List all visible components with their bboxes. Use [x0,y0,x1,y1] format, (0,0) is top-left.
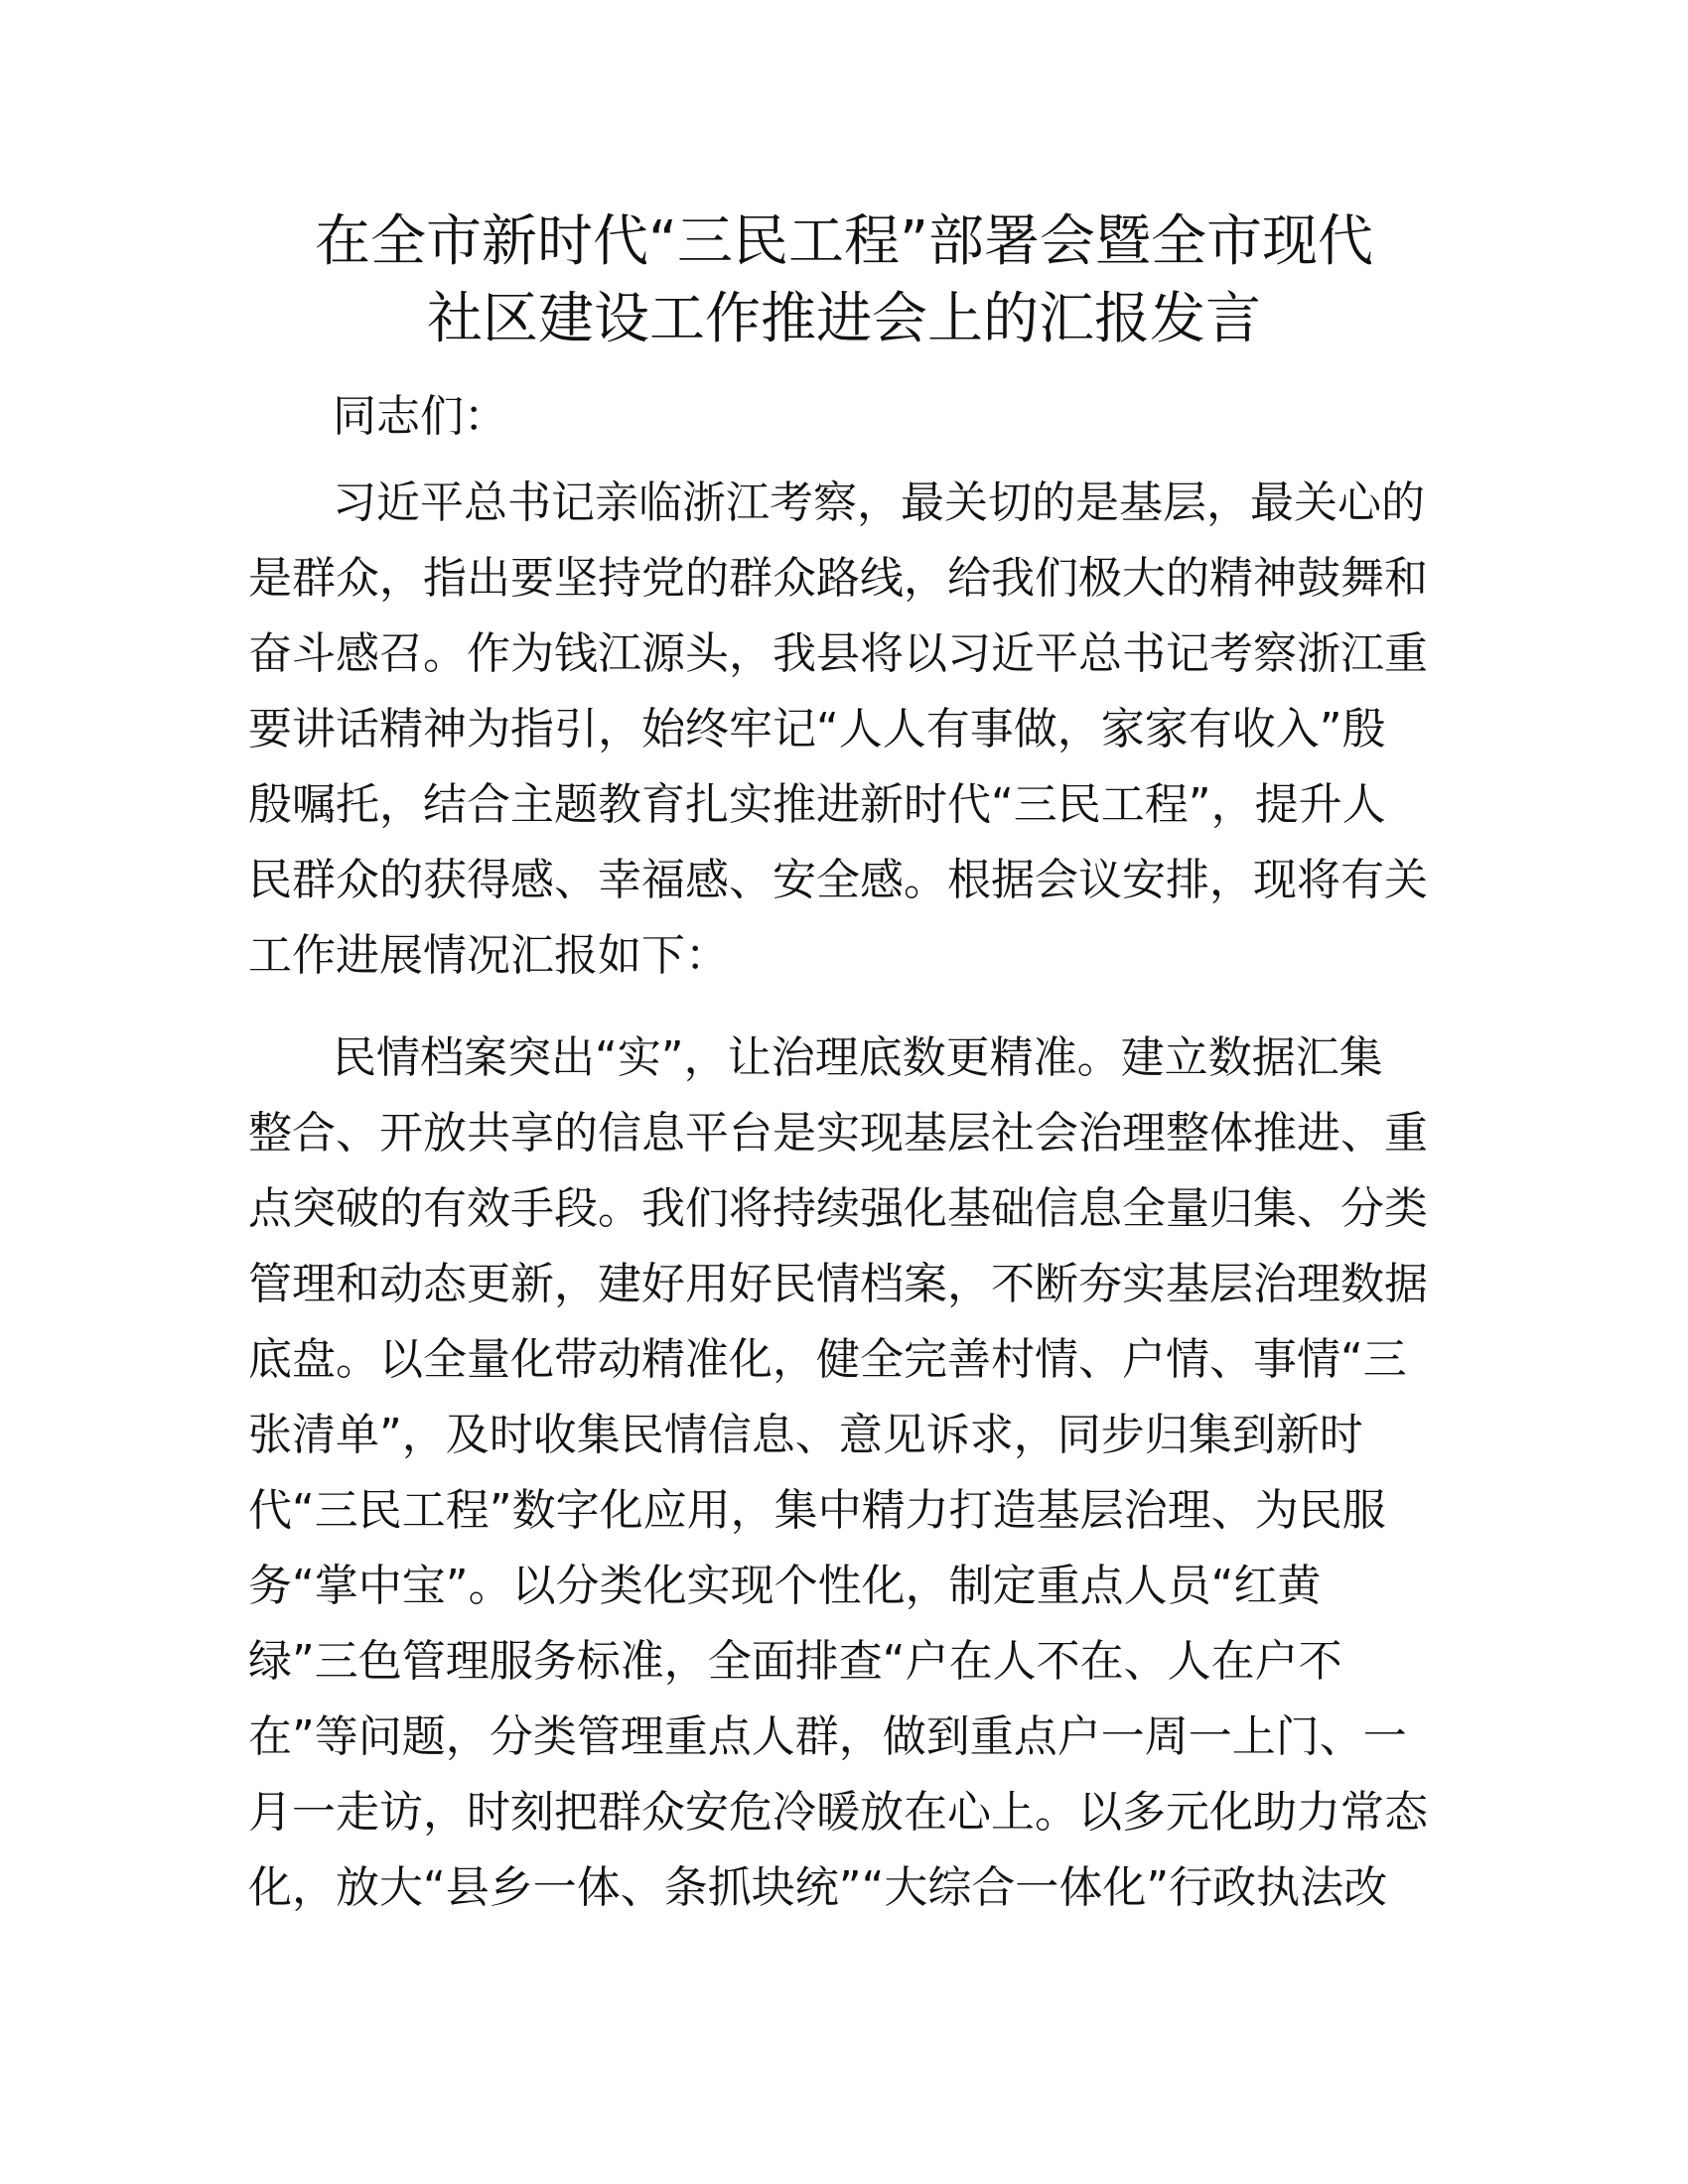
paragraph-2-line-8: 务“掌中宝”。以分类化实现个性化，制定重点人员“红黄 [248,1561,1322,1611]
document-title-line-1: 在全市新时代“三民工程”部署会暨全市现代 [314,209,1374,274]
paragraph-2-line-7: 代“三民工程”数字化应用，集中精力打造基层治理、为民服 [248,1485,1386,1536]
paragraph-2-line-1: 民情档案突出“实”，让治理底数更精准。建立数据汇集 [333,1032,1383,1083]
paragraph-1-line-5: 殷嘱托，结合主题教育扎实推进新时代“三民工程”，提升人 [248,779,1386,830]
paragraph-2-line-12: 化，放大“县乡一体、条抓块统”“大综合一体化”行政执法改 [248,1862,1388,1913]
paragraph-2-line-11: 月一走访，时刻把群众安危冷暖放在心上。以多元化助力常态 [248,1787,1428,1838]
paragraph-2-line-6: 张清单”，及时收集民情信息、意见诉求，同步归集到新时 [248,1410,1363,1460]
paragraph-2-line-10: 在”等问题，分类管理重点人群，做到重点户一周一上门、一 [248,1711,1407,1762]
paragraph-2-line-9: 绿”三色管理服务标准，全面排查“户在人不在、人在户不 [248,1636,1342,1687]
paragraph-1-line-6: 民群众的获得感、幸福感、安全感。根据会议安排，现将有关 [248,855,1428,905]
paragraph-1-line-1: 习近平总书记亲临浙江考察，最关切的是基层，最关心的 [333,478,1425,528]
salutation: 同志们： [333,391,507,442]
paragraph-1-line-7: 工作进展情况汇报如下： [248,930,729,981]
paragraph-2-line-3: 点突破的有效手段。我们将持续强化基础信息全量归集、分类 [248,1183,1428,1234]
paragraph-2-line-5: 底盘。以全量化带动精准化，健全完善村情、户情、事情“三 [248,1334,1407,1385]
paragraph-1-line-2: 是群众，指出要坚持党的群众路线，给我们极大的精神鼓舞和 [248,553,1428,604]
paragraph-1-line-3: 奋斗感召。作为钱江源头，我县将以习近平总书记考察浙江重 [248,628,1428,679]
paragraph-2-line-2: 整合、开放共享的信息平台是实现基层社会治理整体推进、重 [248,1108,1428,1159]
paragraph-1-line-4: 要讲话精神为指引，始终牢记“人人有事做，家家有收入”殷 [248,704,1386,754]
paragraph-2-line-4: 管理和动态更新，建好用好民情档案，不断夯实基层治理数据 [248,1259,1428,1309]
document-title-line-2: 社区建设工作推进会上的汇报发言 [427,287,1261,351]
